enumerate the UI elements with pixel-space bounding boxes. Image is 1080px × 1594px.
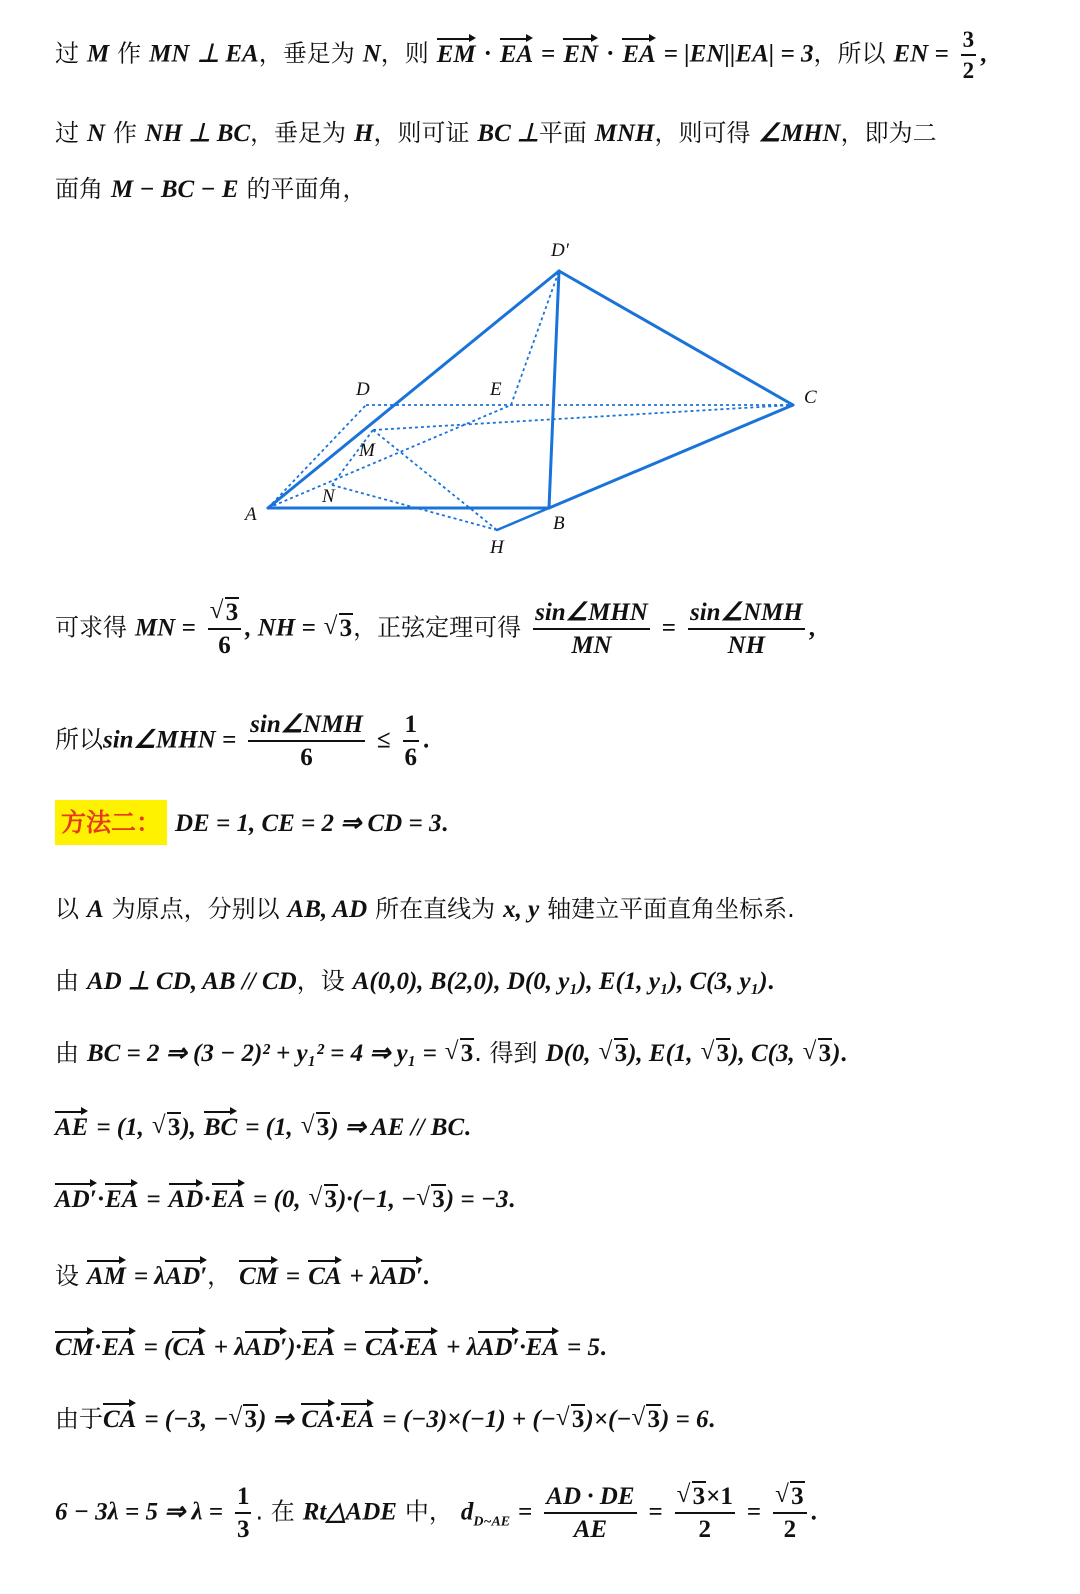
text-segment: . 得到 xyxy=(474,1039,538,1067)
vector-AE: AE xyxy=(55,1114,89,1141)
math-segment: ⊥ EA xyxy=(197,40,259,68)
fraction-AD-DE-AE: $\frac{AD \cdot DE}{AE}$ xyxy=(546,1483,635,1543)
math-segment: A xyxy=(86,896,104,923)
vector-BC: BC xyxy=(203,1114,238,1141)
label-H: H xyxy=(490,537,504,558)
math-segment: = |EN||EA| = 3 xyxy=(663,40,814,68)
math-segment: ), E(1, xyxy=(628,1040,693,1067)
text-segment: 由于 xyxy=(55,1405,103,1433)
line-9: 由 BC = 2 ⇒ (3 − 2)² + y₁² = 4 ⇒ y₁ = √ 3. 得到 D(0, √ 3), E(1, √ 3), C(3, √ 3). xyxy=(55,1040,847,1066)
text-segment: 设 xyxy=(55,1262,79,1290)
math-segment: = (−3, − xyxy=(144,1406,229,1433)
vector-CM: CM xyxy=(239,1263,279,1290)
vector-ADp: AD′ xyxy=(165,1263,208,1290)
math-segment: BC ⊥ xyxy=(477,120,539,147)
text-segment: ，设 xyxy=(296,967,345,995)
fraction-sinNMH-6: $\frac{\text{sin∠NMH}}{6}$ xyxy=(250,711,363,771)
math-segment: M xyxy=(86,40,110,68)
math-segment: · xyxy=(334,1406,342,1433)
math-segment: 6 − 3λ = 5 ⇒ λ = xyxy=(55,1498,224,1526)
edge-A-Dp xyxy=(268,271,559,508)
edge-Dp-B xyxy=(549,271,559,508)
text-segment: ，即为二 xyxy=(840,119,937,147)
text-segment: 为原点，分别以 xyxy=(111,895,280,923)
label-N: N xyxy=(322,486,335,507)
math-segment: H xyxy=(354,120,374,147)
edge-A-E xyxy=(268,405,511,508)
math-segment: MN = xyxy=(134,614,196,642)
math-segment: )· xyxy=(287,1334,302,1361)
vector-CA: CA xyxy=(172,1334,206,1361)
vector-EA: EA xyxy=(499,40,534,68)
label-C: C xyxy=(804,387,817,408)
math-segment: ) ⇒ xyxy=(257,1406,294,1433)
math-segment: )×(− xyxy=(585,1406,632,1433)
math-segment: = (1, xyxy=(96,1114,144,1141)
text-segment: 面角 xyxy=(55,175,103,203)
math-segment: DE = 1, CE = 2 ⇒ CD = 3 xyxy=(174,810,442,837)
fraction-sin-NMH: $\frac{\text{sin∠NMH}}{NH}$ xyxy=(689,599,803,659)
edge-Dp-C xyxy=(559,271,793,405)
fraction-sqrt3-6: √ $\frac{3}{6}$ xyxy=(208,600,242,658)
math-segment: NH ⊥ BC xyxy=(144,120,251,147)
fraction-sqrt3-2: √ $\frac{3}{2}$ xyxy=(773,1484,807,1542)
math-segment: 3 xyxy=(339,614,353,642)
math-segment: = xyxy=(342,1334,358,1361)
math-segment: sin∠MHN = xyxy=(103,726,237,754)
math-segment: MN xyxy=(149,40,190,68)
text-segment: 中， xyxy=(404,1497,453,1526)
math-segment: ) ⇒ AE // BC xyxy=(330,1114,465,1141)
label-M: M xyxy=(359,440,375,461)
line-8: 由 AD ⊥ CD, AB // CD，设 A(0,0), B(2,0), D(0, y₁), E(1, y₁), C(3, y₁). xyxy=(55,967,774,995)
math-segment: ), C(3, xyxy=(730,1040,795,1067)
vector-ADp: AD′ xyxy=(245,1334,288,1361)
math-segment: ) = −3 xyxy=(445,1186,509,1213)
math-segment: , NH = xyxy=(245,614,316,642)
edge-A-D xyxy=(268,405,366,508)
math-segment: BC = 2 ⇒ (3 − 2)² + y₁² = 4 ⇒ y₁ = xyxy=(86,1040,437,1067)
line-4: 可求得 MN = √ $\frac{3}{6}$ , NH = √ 3，正弦定理可得 $\frac{\text{sin∠MHN}}{MN}$ = $\frac{\text{sin∠NMH}}{NH}$ , xyxy=(55,600,815,658)
text-segment: 的平面角， xyxy=(246,175,367,203)
math-segment: = (−3)×(−1) + (− xyxy=(382,1406,556,1433)
vector-EM: EM xyxy=(436,40,476,68)
vector-CA: CA xyxy=(103,1406,137,1433)
edge-B-H xyxy=(497,508,549,530)
text-segment: ，则可得 xyxy=(654,119,751,147)
math-segment: AD ⊥ CD, AB // CD xyxy=(86,968,297,995)
vector-CM: CM xyxy=(55,1334,94,1361)
math-segment: + λ xyxy=(349,1263,382,1290)
math-segment: MNH xyxy=(594,120,655,147)
math-segment: = (1, xyxy=(245,1114,293,1141)
vector-AM: AM xyxy=(86,1263,126,1290)
math-segment: D(0, xyxy=(545,1040,591,1067)
text-segment: 作 xyxy=(117,39,142,68)
vector-CA: CA xyxy=(308,1263,342,1290)
math-segment: ), xyxy=(181,1114,196,1141)
text-segment: 所在直线为 xyxy=(375,895,496,923)
text-segment: 过 xyxy=(55,119,79,147)
text-segment: 由 xyxy=(55,1039,79,1067)
math-segment: ∠MHN xyxy=(758,120,841,147)
label-D: D xyxy=(356,379,370,400)
math-segment: Rt△ADE xyxy=(302,1498,397,1526)
math-segment: = xyxy=(146,1186,161,1213)
line-13: CM·EA = (CA + λAD′)·EA = CA·EA + λAD′·EA = 5. xyxy=(55,1334,607,1361)
label-A: A xyxy=(245,504,257,525)
text-segment: 所以 xyxy=(55,725,103,754)
vector-CA: CA xyxy=(365,1334,399,1361)
vector-EA: EA xyxy=(211,1186,246,1213)
math-segment: A(0,0), B(2,0), D(0, y₁), E(1, y₁), C(3, y₁) xyxy=(352,968,768,995)
math-segment: + λ xyxy=(446,1334,478,1361)
text-segment: ，正弦定理可得 xyxy=(353,613,522,642)
text-segment: ，垂足为 xyxy=(258,39,355,68)
fraction-3-2: $\frac{3}{2}$ xyxy=(962,27,975,83)
vector-EA: EA xyxy=(341,1406,375,1433)
line-1: 过 M 作 MN ⊥ EA，垂足为 N，则 EM · EA = EN · EA = |EN||EA| = 3，所以 EN = $\frac{3}{2}$ , xyxy=(55,27,987,83)
text-segment: 轴建立平面直角坐标系. xyxy=(547,895,795,923)
text-segment: . 在 xyxy=(255,1497,295,1526)
label-E: E xyxy=(490,379,502,400)
math-segment: = ( xyxy=(143,1334,173,1361)
text-segment: ，所以 xyxy=(813,39,886,68)
math-segment: )·(−1, − xyxy=(338,1186,417,1213)
line-2 xyxy=(55,120,937,146)
text-segment: ，则可证 xyxy=(373,119,470,147)
math-segment: · xyxy=(398,1334,405,1361)
line-12: 设 AM = λAD′， CM = CA + λAD′. xyxy=(55,1262,430,1290)
vector-CA: CA xyxy=(301,1406,335,1433)
text-segment: ，则 xyxy=(380,39,429,68)
edge-M-C xyxy=(373,405,793,430)
line-11: AD′·EA = AD·EA = (0, √ 3)·(−1, −√ 3) = −3. xyxy=(55,1186,515,1212)
pyramid-figure xyxy=(230,232,830,562)
vector-EA: EA xyxy=(301,1334,335,1361)
line-14: 由于CA = (−3, −√ 3) ⇒ CA·EA = (−3)×(−1) + (−√ 3)×(−√ 3) = 6. xyxy=(55,1406,715,1432)
vector-EA: EA xyxy=(525,1334,560,1361)
edge-B-C xyxy=(549,405,793,508)
vector-EA: EA xyxy=(404,1334,439,1361)
math-segment: = 5 xyxy=(567,1334,600,1361)
fraction-1-6: $\frac{1}{6}$ xyxy=(404,711,418,771)
text-segment: 以 xyxy=(55,895,79,923)
text-segment: 过 xyxy=(55,39,79,68)
edge-M-H xyxy=(373,430,497,530)
text-segment: ，垂足为 xyxy=(250,119,347,147)
math-segment: M − BC − E xyxy=(110,176,239,203)
line-5: 所以sin∠MHN = $\frac{\text{sin∠NMH}}{6}$ ≤ $\frac{1}{6}$ . xyxy=(55,711,430,771)
text-segment: 作 xyxy=(112,119,137,147)
vector-EN: EN xyxy=(563,40,599,68)
vector-ADp: AD′ xyxy=(55,1186,97,1213)
line-10: AE = (1, √ 3), BC = (1, √ 3) ⇒ AE // BC. xyxy=(55,1114,470,1140)
fraction-sin-MHN: $\frac{\text{sin∠MHN}}{MN}$ xyxy=(535,599,648,659)
math-segment: N xyxy=(362,40,381,68)
math-segment: ≤ xyxy=(376,726,391,754)
math-segment: x, y xyxy=(503,896,540,923)
vector-AD: AD xyxy=(168,1186,204,1213)
fraction-sqrt3x1-2: √ $\frac{3\times 1}{2}$ xyxy=(675,1484,735,1542)
math-segment: + λ xyxy=(213,1334,246,1361)
math-subscript: D~AE xyxy=(473,1514,511,1530)
vector-ADp: AD′ xyxy=(381,1263,423,1290)
fraction-1-3: $\frac{1}{3}$ xyxy=(236,1483,250,1543)
label-B: B xyxy=(553,513,565,534)
line-6: 方法二： DE = 1, CE = 2 ⇒ CD = 3. xyxy=(55,810,448,836)
math-segment: = (0, xyxy=(253,1186,301,1213)
text-segment: 由 xyxy=(55,967,79,995)
math-segment: = λ xyxy=(133,1263,166,1290)
line-15: 6 − 3λ = 5 ⇒ λ = $\frac{1}{3}$ . 在 Rt△ADE 中， $d_{D\sim AE}$ = $\frac{AD \cdot DE}{AE}$ = √ $\frac{3\times 1}{2}$ = √ $\frac{3}{2}$ . xyxy=(55,1484,817,1542)
math-segment: N xyxy=(86,120,106,147)
math-segment: EN = xyxy=(893,40,949,68)
method-two-label: 方法二： xyxy=(55,800,167,845)
math-segment: ) = 6 xyxy=(660,1406,709,1433)
label-Dp: D′ xyxy=(551,240,569,261)
vector-ADp: AD′ xyxy=(477,1334,520,1361)
vector-EA: EA xyxy=(102,1334,136,1361)
line-3 xyxy=(55,176,366,202)
line-7 xyxy=(55,896,795,922)
math-segment: d xyxy=(460,1498,474,1526)
math-segment: ) xyxy=(832,1040,841,1067)
vector-EA: EA xyxy=(105,1186,139,1213)
math-segment: AB, AD xyxy=(287,896,368,923)
text-segment: 平面 xyxy=(538,119,587,147)
math-segment: · xyxy=(519,1334,526,1361)
text-segment: 可求得 xyxy=(55,613,127,642)
vector-EA: EA xyxy=(622,40,656,68)
